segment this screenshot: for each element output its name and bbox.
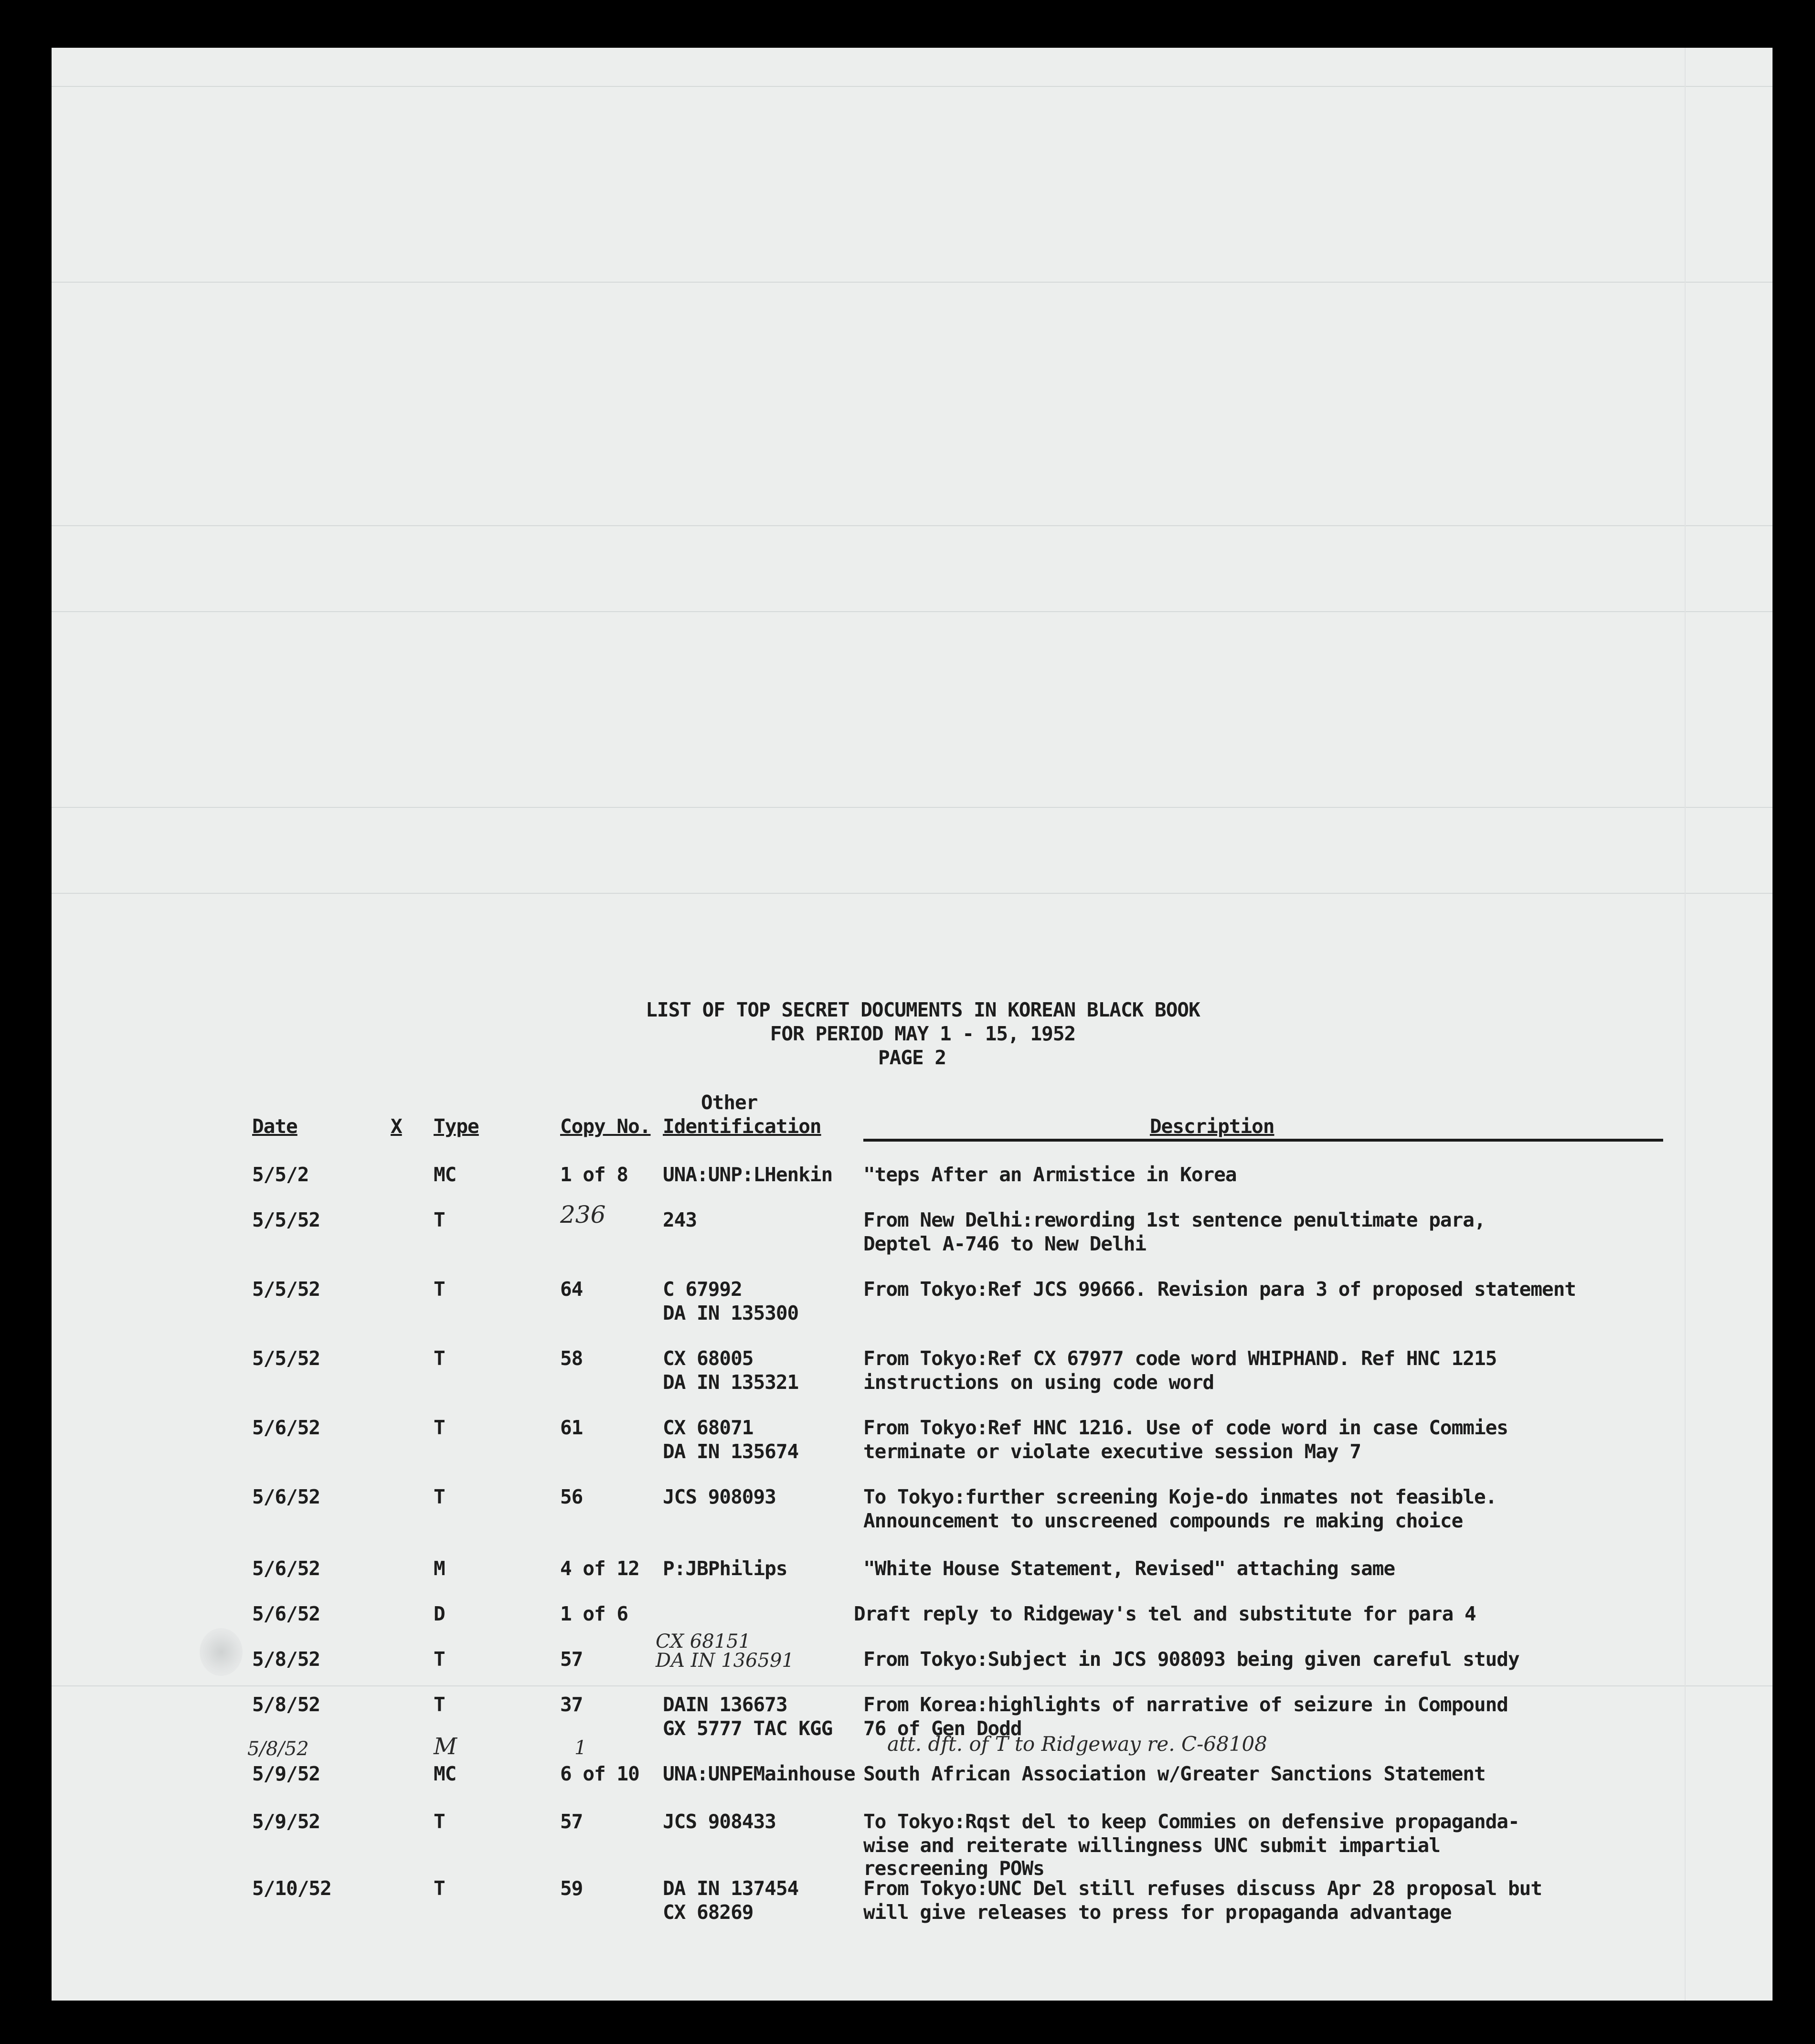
cell-copy: 6 of 10	[560, 1762, 639, 1785]
cell-type: MC	[434, 1762, 456, 1785]
cell-ident-line: DA IN 135674	[663, 1440, 799, 1463]
cell-copy: 1 of 6	[560, 1602, 628, 1625]
cell-ident: UNA:UNPEMainhouse	[663, 1762, 855, 1785]
cell-date: 5/5/52	[252, 1347, 320, 1370]
cell-desc-line: From Tokyo:UNC Del still refuses discuss Apr 28 proposal but	[863, 1877, 1542, 1900]
cell-copy: 37	[560, 1693, 583, 1716]
cell-desc-line: terminate or violate executive session May 7	[863, 1440, 1361, 1463]
cell-ident-line: CX 68269	[663, 1901, 754, 1924]
cell-desc-line: Announcement to unscreened compounds re making choice	[863, 1509, 1463, 1532]
cell-type: T	[434, 1693, 445, 1716]
cell-date: 5/6/52	[252, 1602, 320, 1625]
cell-desc-line: To Tokyo:further screening Koje-do inmates not feasible.	[863, 1485, 1497, 1508]
cell-date: 5/5/52	[252, 1278, 320, 1301]
cell-copy: 4 of 12	[560, 1557, 639, 1580]
cell-date: 5/8/52	[252, 1648, 320, 1671]
cell-ident-line: CX 68071	[663, 1416, 754, 1439]
header-description: Description	[1150, 1115, 1274, 1138]
title-line-3: PAGE 2	[878, 1046, 946, 1069]
cell-type: T	[434, 1208, 445, 1231]
ruling-line	[52, 893, 1773, 894]
ruling-line	[52, 86, 1773, 87]
document-title	[52, 998, 1773, 1070]
header-type: Type	[434, 1115, 479, 1138]
cell-date: 5/6/52	[252, 1557, 320, 1580]
ruling-line	[52, 611, 1773, 612]
cell-copy: 59	[560, 1877, 583, 1900]
cell-ident: JCS 908433	[663, 1810, 776, 1833]
cell-type: MC	[434, 1163, 456, 1186]
cell-date: 5/5/2	[252, 1163, 309, 1186]
cell-ident: 243	[663, 1208, 697, 1231]
title-line-1: LIST OF TOP SECRET DOCUMENTS IN KOREAN BLACK BOOK	[646, 998, 1200, 1021]
cell-copy: 57	[560, 1810, 583, 1833]
cell-date: 5/8/52	[252, 1693, 320, 1716]
cell-type: T	[434, 1648, 445, 1671]
header-other: Other	[701, 1091, 758, 1114]
cell-desc-line: rescreening POWs	[863, 1857, 1044, 1880]
cell-ident-line: DA IN 137454	[663, 1877, 799, 1900]
cell-desc-line: To Tokyo:Rqst del to keep Commies on defensive propaganda-	[863, 1810, 1519, 1833]
cell-type: T	[434, 1347, 445, 1370]
cell-ident-handwritten: CX 68151	[656, 1631, 751, 1652]
cell-copy: 64	[560, 1278, 583, 1301]
cell-date: 5/6/52	[252, 1416, 320, 1439]
cell-ident: JCS 908093	[663, 1485, 776, 1508]
cell-desc-line: From Tokyo:Ref CX 67977 code word WHIPHAND. Ref HNC 1215	[863, 1347, 1497, 1370]
cell-date: 5/6/52	[252, 1485, 320, 1508]
cell-copy: 58	[560, 1347, 583, 1370]
cell-type: M	[434, 1557, 445, 1580]
cell-copy-handwritten: 1	[574, 1737, 587, 1759]
cell-date: 5/9/52	[252, 1810, 320, 1833]
cell-ident-line: DAIN 136673	[663, 1693, 787, 1716]
cell-ident: P:JBPhilips	[663, 1557, 787, 1580]
cell-copy: 61	[560, 1416, 583, 1439]
title-line-2: FOR PERIOD MAY 1 - 15, 1952	[770, 1022, 1076, 1045]
cell-date: 5/5/52	[252, 1208, 320, 1231]
cell-type: T	[434, 1485, 445, 1508]
cell-desc: South African Association w/Greater Sanctions Statement	[863, 1762, 1486, 1785]
cell-type: D	[434, 1602, 445, 1625]
cell-desc-line: From Tokyo:Ref JCS 99666. Revision para 3 of proposed statement	[863, 1278, 1576, 1301]
cell-ident-line: DA IN 135321	[663, 1371, 799, 1394]
header-date: Date	[252, 1115, 297, 1138]
cell-date: 5/9/52	[252, 1762, 320, 1785]
ruling-line	[52, 282, 1773, 283]
cell-desc-line: instructions on using code word	[863, 1371, 1214, 1394]
cell-ident-line: C 67992	[663, 1278, 742, 1301]
cell-copy-handwritten: 236	[560, 1201, 606, 1229]
header-rule	[863, 1139, 1663, 1142]
cell-copy: 56	[560, 1485, 583, 1508]
cell-desc-line: From New Delhi:rewording 1st sentence penultimate para,	[863, 1208, 1486, 1231]
document-page	[52, 48, 1773, 2001]
cell-type-handwritten: M	[434, 1733, 457, 1760]
cell-type: T	[434, 1416, 445, 1439]
cell-ident-handwritten: DA IN 136591	[656, 1650, 794, 1672]
ruling-line	[52, 525, 1773, 526]
cell-date-handwritten: 5/8/52	[247, 1738, 309, 1760]
cell-desc-line: will give releases to press for propaganda advantage	[863, 1901, 1452, 1924]
punch-hole	[200, 1628, 243, 1676]
cell-type: T	[434, 1810, 445, 1833]
cell-desc: "teps After an Armistice in Korea	[863, 1163, 1237, 1186]
cell-ident-line: CX 68005	[663, 1347, 754, 1370]
cell-desc-line: wise and reiterate willingness UNC submit impartial	[863, 1834, 1440, 1857]
cell-copy: 1 of 8	[560, 1163, 628, 1186]
cell-date: 5/10/52	[252, 1877, 331, 1900]
cell-desc-line: From Tokyo:Ref HNC 1216. Use of code word in case Commies	[863, 1416, 1508, 1439]
cell-ident-line: DA IN 135300	[663, 1302, 799, 1324]
ruling-line	[52, 807, 1773, 808]
cell-desc-line: From Korea:highlights of narrative of seizure in Compound	[863, 1693, 1508, 1716]
cell-copy: 57	[560, 1648, 583, 1671]
cell-ident: UNA:UNP:LHenkin	[663, 1163, 833, 1186]
cell-desc: From Tokyo:Subject in JCS 908093 being given careful study	[863, 1648, 1519, 1671]
cell-desc: Draft reply to Ridgeway's tel and substitute for para 4	[854, 1602, 1476, 1625]
header-copy-no: Copy No.	[560, 1115, 651, 1138]
cell-type: T	[434, 1877, 445, 1900]
cell-desc-line: Deptel A-746 to New Delhi	[863, 1232, 1146, 1255]
header-x: X	[391, 1115, 402, 1138]
cell-ident-line: GX 5777 TAC KGG	[663, 1717, 833, 1740]
cell-desc-handwritten: att. dft. of T to Ridgeway re. C-68108	[887, 1732, 1267, 1756]
ruling-line	[52, 1685, 1773, 1686]
cell-type: T	[434, 1278, 445, 1301]
cell-desc-line: 76 of Gen Dodd	[863, 1717, 1022, 1740]
cell-desc: "White House Statement, Revised" attaching same	[863, 1557, 1395, 1580]
header-identification: Identification	[663, 1115, 821, 1138]
